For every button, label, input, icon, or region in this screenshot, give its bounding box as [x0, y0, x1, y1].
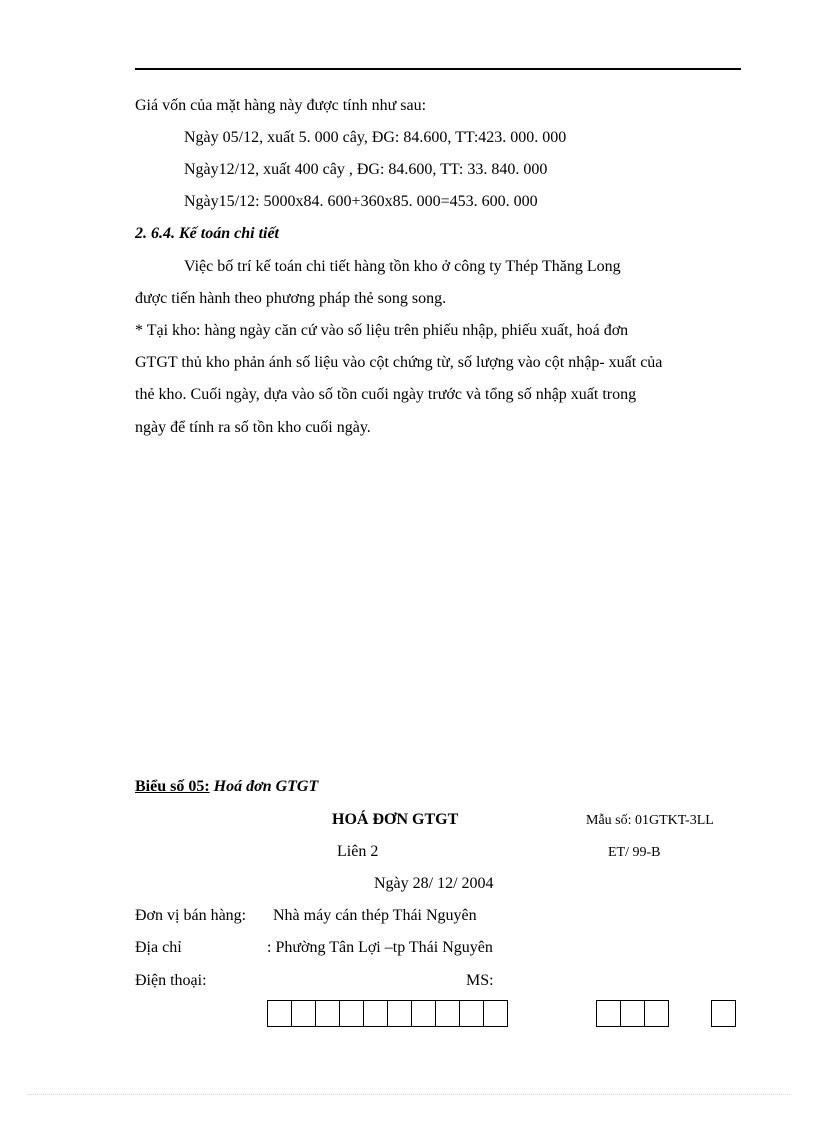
seller-value: Nhà máy cán thép Thái Nguyên — [273, 907, 477, 924]
tax-code-box — [412, 1000, 436, 1027]
tax-code-boxes-check — [711, 1000, 736, 1026]
tax-code-box — [484, 1000, 508, 1027]
paragraph-line: ngày để tính ra số tồn kho cuối ngày. — [135, 419, 371, 436]
tax-code-boxes-branch — [596, 1000, 669, 1026]
tax-code-box — [388, 1000, 412, 1027]
paragraph-line: được tiến hành theo phương pháp thẻ song song. — [135, 290, 447, 307]
paragraph-line: Giá vốn của mặt hàng này được tính như sau: — [135, 97, 427, 114]
invoice-copy: Liên 2 — [337, 843, 379, 860]
tax-code-box — [340, 1000, 364, 1027]
paragraph-line: Việc bố trí kế toán chi tiết hàng tồn kho ở công ty Thép Thăng Long — [184, 258, 621, 275]
invoice-series: ET/ 99-B — [608, 845, 661, 860]
header-rule — [135, 68, 741, 70]
calc-line-2: Ngày12/12, xuất 400 cây , ĐG: 84.600, TT: 33. 840. 000 — [184, 161, 548, 178]
tax-code-box — [711, 1000, 736, 1027]
seller-label: Đơn vị bán hàng: — [135, 907, 247, 924]
paragraph-line: GTGT thủ kho phản ánh số liệu vào cột chứng từ, số lượng vào cột nhập- xuất của — [135, 354, 663, 371]
invoice-caption — [135, 777, 318, 797]
paragraph-line: thẻ kho. Cuối ngày, dựa vào số tồn cuối ngày trước và tổng số nhập xuất trong — [135, 386, 637, 403]
tax-code-box — [436, 1000, 460, 1027]
invoice-caption-label: Biểu số 05: — [135, 778, 210, 795]
tax-code-box — [316, 1000, 340, 1027]
address-value: : Phường Tân Lợi –tp Thái Nguyên — [267, 939, 493, 956]
section-heading: 2. 6.4. Kế toán chi tiết — [135, 225, 279, 242]
tax-code-box — [460, 1000, 484, 1027]
tax-code-box — [645, 1000, 669, 1027]
invoice-caption-title: Hoá đơn GTGT — [213, 778, 319, 795]
tax-code-box — [364, 1000, 388, 1027]
paragraph-line: * Tại kho: hàng ngày căn cứ vào số liệu trên phiếu nhập, phiếu xuất, hoá đơn — [135, 322, 629, 339]
tax-code-boxes-main — [267, 1000, 508, 1026]
calc-line-1: Ngày 05/12, xuất 5. 000 cây, ĐG: 84.600, TT:423. 000. 000 — [184, 129, 567, 146]
invoice-title: HOÁ ĐƠN GTGT — [332, 811, 459, 828]
phone-label: Điện thoại: — [135, 972, 207, 989]
tax-code-box — [596, 1000, 621, 1027]
calc-line-3: Ngày15/12: 5000x84. 600+360x85. 000=453. 600. 000 — [184, 193, 538, 210]
tax-code-box — [267, 1000, 292, 1027]
tax-code-box — [292, 1000, 316, 1027]
form-number: Mẫu số: 01GTKT-3LL — [586, 813, 714, 828]
ms-label: MS: — [466, 972, 494, 989]
invoice-date: Ngày 28/ 12/ 2004 — [374, 875, 494, 892]
address-label: Địa chỉ — [135, 939, 182, 956]
tax-code-box — [621, 1000, 645, 1027]
page-footer-divider — [28, 1094, 790, 1095]
